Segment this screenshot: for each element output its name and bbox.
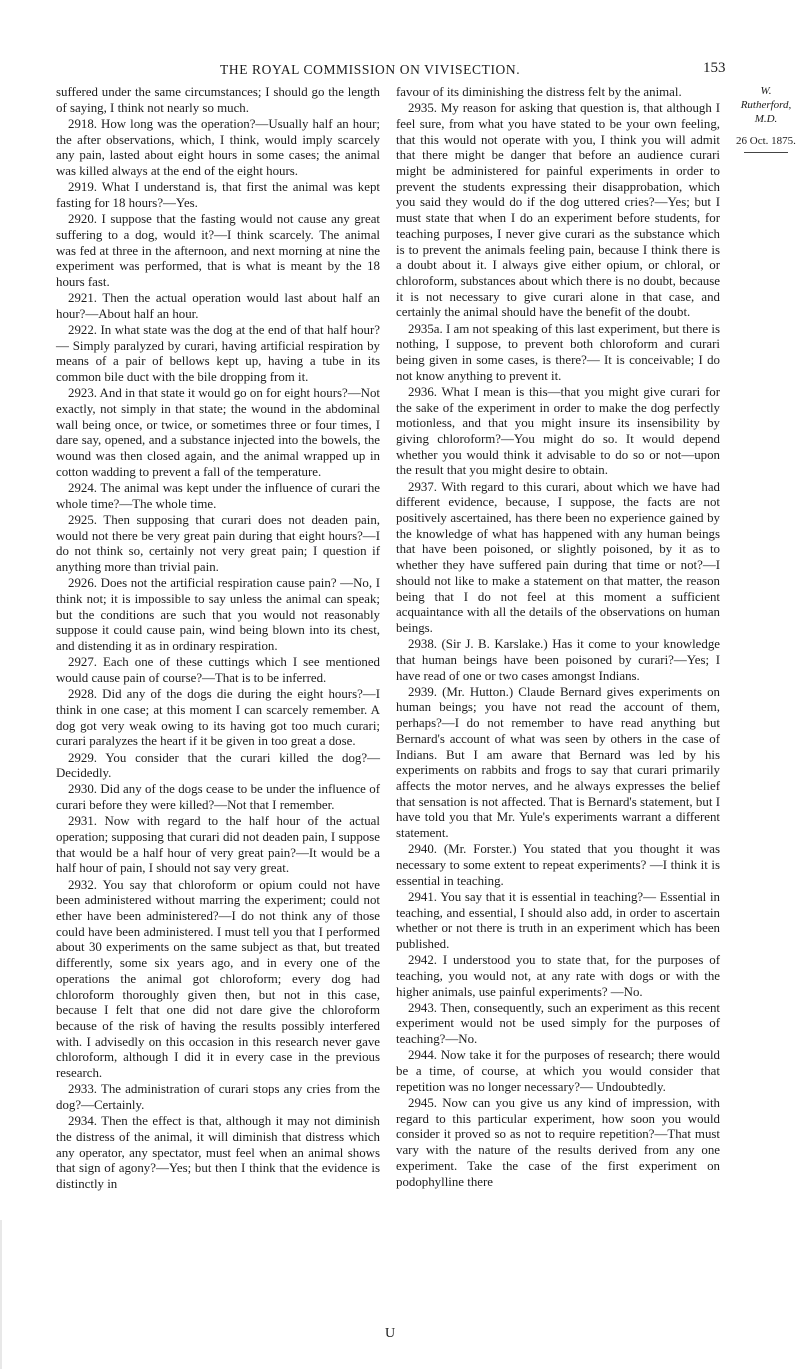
paragraph: 2918. How long was the operation?—Usually half an hour; the after observations, which, I think, would imply scarcely any pain, lasted about eight hours in some cases; the animal was killed always at the end of the eight hours. <box>56 116 380 179</box>
paragraph: 2935a. I am not speaking of this last experiment, but there is nothing, I suppose, to prevent both chloroform and curari being given in some cases, is there?— It is conceivable; I do not know anything to prevent it. <box>396 321 720 383</box>
paragraph: 2920. I suppose that the fasting would not cause any great suffering to a dog, would it?—I think scarcely. The animal was fed at three in the afternoon, and next morning at nine the experiment was performed, that is what is meant by the 18 hours fast. <box>56 212 380 289</box>
paragraph: 2943. Then, consequently, such an experiment as this recent experiment would not be used simply for the purposes of teaching?—No. <box>396 1000 720 1047</box>
witness-name: W. Rutherford, M.D. <box>740 85 792 125</box>
page-header <box>40 60 740 82</box>
right-column <box>396 85 720 1191</box>
paragraph: 2945. Now can you give us any kind of impression, with regard to this particular experiment, how soon you would consider it proved so as not to require repetition?—That must vary with the nature of the results derived from any one experiment. Take the case of the first experiment on podophylline there <box>396 1096 720 1189</box>
running-title: THE ROYAL COMMISSION ON VIVISECTION. <box>220 62 521 77</box>
paragraph: 2936. What I mean is this—that you might give curari for the sake of the experiment in order to make the dog perfectly motionless, and that you might insure its insensibility by giving chloroform?—You might do so. It would depend whether you would think it advisable to do so or not—upon the result that you might desire to obtain. <box>396 384 720 478</box>
paragraph: 2933. The administration of curari stops any cries from the dog?—Certainly. <box>56 1082 380 1112</box>
left-column <box>56 85 380 1193</box>
paragraph: 2926. Does not the artificial respiration cause pain? —No, I think not; it is impossible to say unless the animal can speak; but the conditions are such that you would not reasonably suppose it could cause pain, wind being blown into its chest, and distending it as in ordinary respiration. <box>56 576 380 654</box>
paragraph: 2925. Then supposing that curari does not deaden pain, would not there be very great pain during that eight hours?—I do not think so, certainly not very great pain; I question if anything more than trivial pain. <box>56 512 380 575</box>
paragraph: 2924. The animal was kept under the influence of curari the whole time?—The whole time. <box>56 481 380 511</box>
paragraph: 2935. My reason for asking that question is, that although I feel sure, from what you have stated to be your own feeling, that this would not operate with you, I think you will admit that there might be danger that before an audience curari might be administered for painful experiments in order to prevent the students expressing their disapprobation, which you said they would do if the dog uttered cries?—Yes; but I must state that when I do an experiment before students, for teaching purposes, I never give curari as the substance which is to prevent the animals feeling pain, because I think there is a doubt about it. I always give either opium, or chloral, or chloroform, substances about which there is no doubt, because it is not necessary to give curari alone in that case, and certainly the animal should have the benefit of the doubt. <box>396 101 720 320</box>
paragraph: 2928. Did any of the dogs die during the eight hours?—I think in one case; at this moment I can scarcely remember. A dog got very weak owing to its having got too much curari; curari paralyzes the heart if it be given in too great a dose. <box>56 687 380 749</box>
paragraph: 2919. What I understand is, that first the animal was kept fasting for 18 hours?—Yes. <box>56 180 380 210</box>
paragraph: 2923. And in that state it would go on for eight hours?—Not exactly, not simply in that state; the wound in the abdominal wall being once, or twice, or sometimes three or four times, I dare say, opened, and a substance injected into the bowels, the wound was then closed again, and the animal wrapped up in cotton wadding to prevent a fall of the temperature. <box>56 386 380 479</box>
paragraph: 2940. (Mr. Forster.) You stated that you thought it was necessary to some extent to repeat experiments? —I think it is essential in teaching. <box>396 842 720 888</box>
paragraph: 2941. You say that it is essential in teaching?— Essential in teaching, and essential, I should also add, in order to ascertain whether or not there is truth in an experiment which has been published. <box>396 889 720 951</box>
paragraph: 2938. (Sir J. B. Karslake.) Has it come to your knowledge that human beings have been poisoned by curari?—Yes; I have read of one or two cases amongst Indians. <box>396 637 720 683</box>
paragraph: 2934. Then the effect is that, although it may not diminish the distress of the animal, it will diminish that distress which any operator, any spectator, must feel when an animal shows that sign of agony?—Yes; but then I think that the evidence is distinctly in <box>56 1114 380 1192</box>
paragraph: 2927. Each one of these cuttings which I see mentioned would cause pain of course?—That is to be inferred. <box>56 655 380 686</box>
paragraph: favour of its diminishing the distress felt by the animal. <box>396 85 682 99</box>
paragraph: 2929. You consider that the curari killed the dog?— Decidedly. <box>56 750 380 781</box>
scan-edge <box>0 1220 2 1369</box>
testimony-date: 26 Oct. 1875. <box>736 135 796 147</box>
page-number: 153 <box>703 60 726 76</box>
paragraph: 2932. You say that chloroform or opium could not have been administered without marring the experiment; could not ether have been administered?—I do not think any of those could have been administered. I must tell you that I performed about 30 experiments on the same subject as that, but treated differently, some six years ago, and in every one of the operations the animal got chloroform; every dog had chloroform thoroughly given then, but not in this case, because I felt that one did not dare give the chloroform because of the risk of having the results possibly interfered with. I advisedly on this occasion in this research never gave chloroform, although I did it in every case in the previous research. <box>56 877 380 1081</box>
paragraph: 2937. With regard to this curari, about which we have had different evidence, because, I suppose, the facts are not positively ascertained, has there been no experience gained by the knowledge of what has happened with any human beings that have been poisoned, or slightly poisoned, by it as to whether they have suffered pain during that time or not?—I should not like to make a statement on that matter, the reason being that I do not feel at this moment a sufficient acquaintance with all the details of the observations on human beings. <box>396 479 720 635</box>
paragraph: 2944. Now take it for the purposes of research; there would be a time, of course, at which you would consider that repetition was no longer necessary?— Undoubtedly. <box>396 1048 720 1094</box>
paragraph: 2939. (Mr. Hutton.) Claude Bernard gives experiments on human beings; you have not read the account of them, perhaps?—I do not remember to have read anything but Bernard's account of what was seen by others in the case of Indians. But I am aware that Bernard was led by his experiments on rabbits and frogs to say that curari primarily affects the motor nerves, and he always expresses the belief that sensation is not affected. That is Bernard's statement, but I have told you that Mr. Yule's experiments warrant a different statement. <box>396 684 720 841</box>
margin-note <box>735 84 797 153</box>
paragraph: 2942. I understood you to state that, for the purposes of teaching, you would not, at any rate with dogs or with the higher animals, use painful experiments? —No. <box>396 953 720 999</box>
paragraph: suffered under the same circumstances; I should go the length of saying, I think not nearly so much. <box>56 85 380 115</box>
paragraph: 2922. In what state was the dog at the end of that half hour?— Simply paralyzed by curari, having artificial respiration by means of a pair of bellows kept up, having a tube in its common bile duct with the bile dropping from it. <box>56 323 380 385</box>
margin-rule <box>744 152 788 153</box>
paragraph: 2931. Now with regard to the half hour of the actual operation; supposing that curari did not deaden pain, I suppose that would be a half hour of very great pain?—It would be a half hour of pain, I should not say very great. <box>56 814 380 876</box>
signature-mark: U <box>385 1326 396 1341</box>
paragraph: 2921. Then the actual operation would last about half an hour?—About half an hour. <box>56 291 380 321</box>
paragraph: 2930. Did any of the dogs cease to be under the influence of curari before they were killed?—Not that I remember. <box>56 782 380 813</box>
